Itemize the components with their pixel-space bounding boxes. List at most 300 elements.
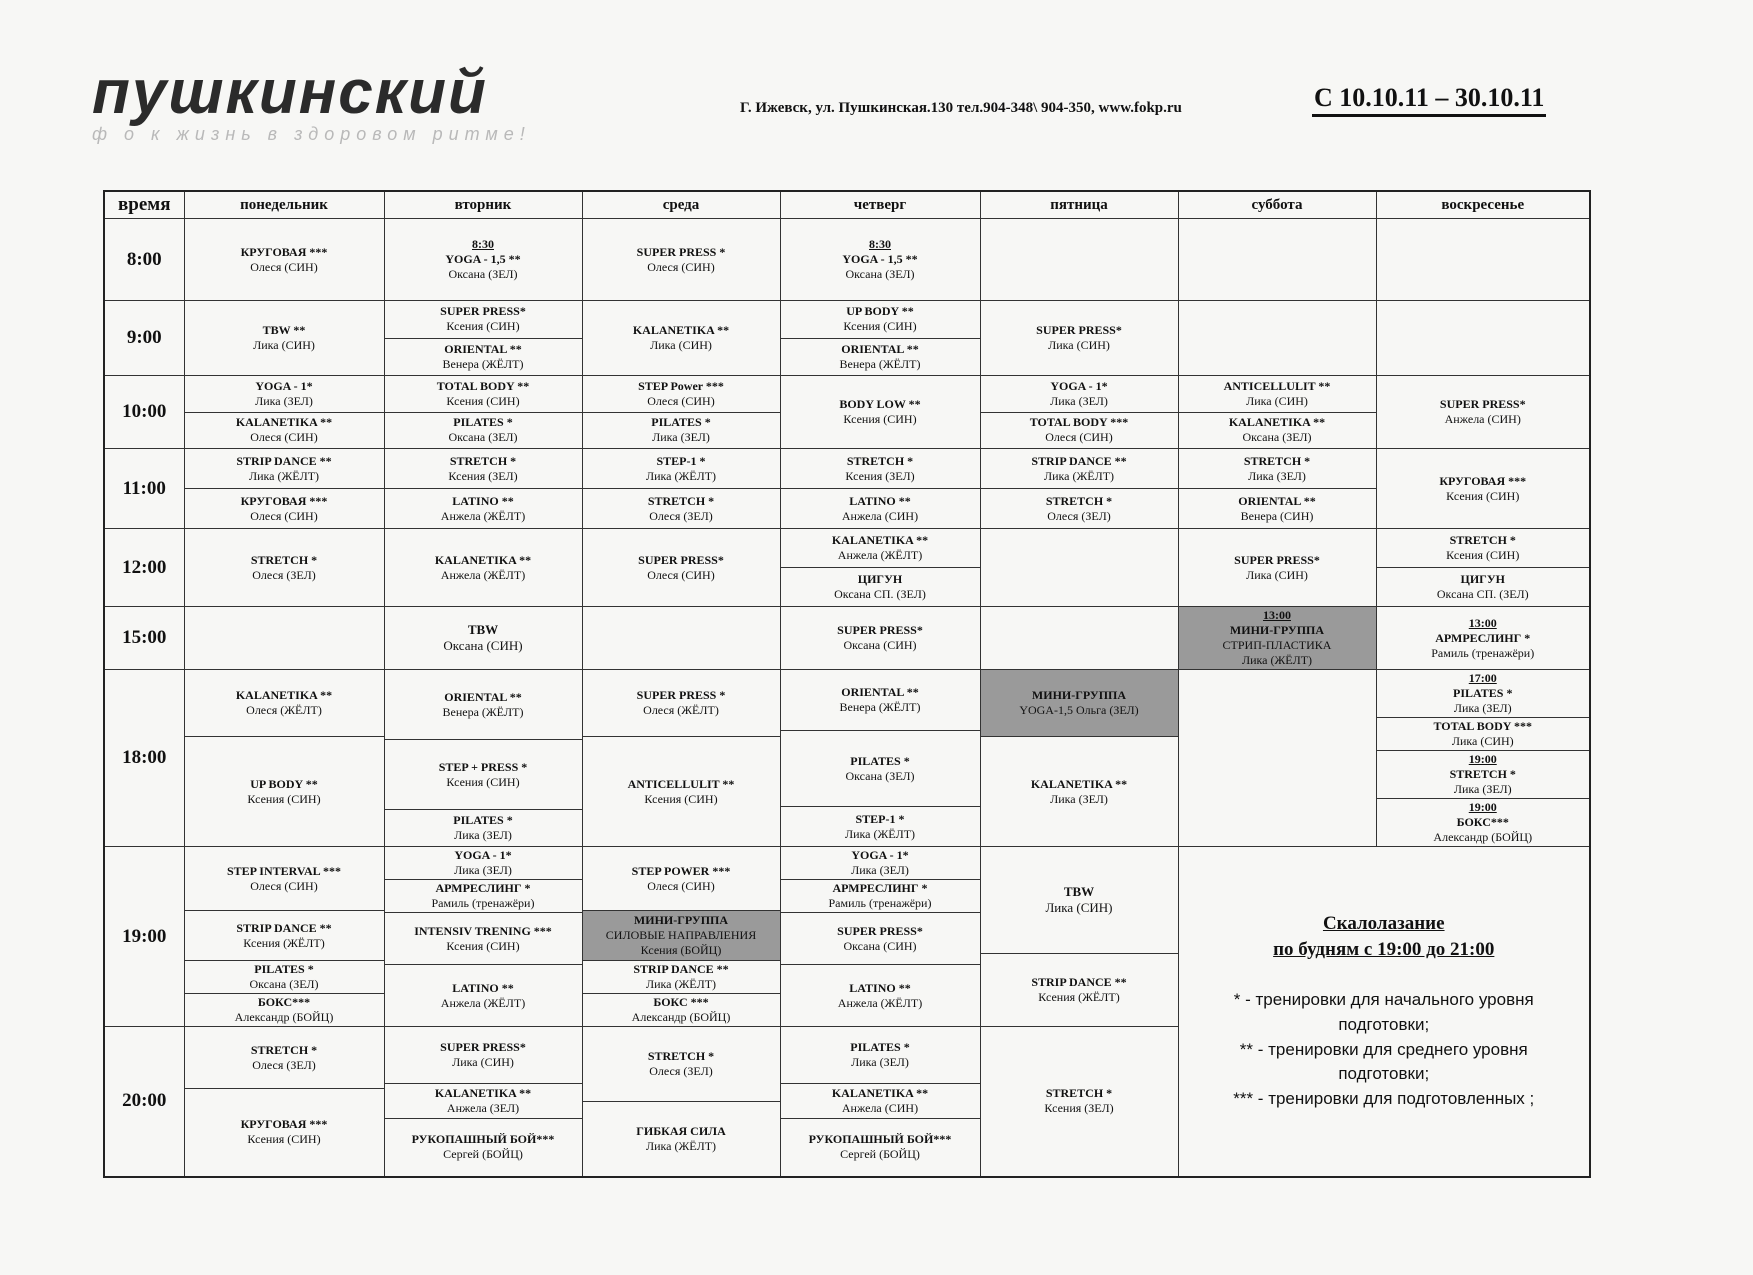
class-entry xyxy=(981,736,1178,846)
schedule-period: С 10.10.11 – 30.10.11 xyxy=(1312,84,1546,117)
time-label: 10:00 xyxy=(104,376,184,449)
class-time: 8:30 xyxy=(869,237,891,251)
class-instructor: Оксана (ЗЕЛ) xyxy=(448,430,518,445)
class-entry xyxy=(385,739,582,809)
class-name: РУКОПАШНЫЙ БОЙ*** xyxy=(808,1132,952,1147)
class-instructor: Лика (ЗЕЛ) xyxy=(652,430,710,445)
class-name: INTENSIV TRENING *** xyxy=(414,923,552,938)
class-entry xyxy=(385,412,582,449)
class-entry xyxy=(185,1027,384,1088)
slot-mon-10 xyxy=(184,376,384,449)
class-time: 19:00 xyxy=(1468,800,1497,814)
class-instructor: Ксения (БОЙЦ) xyxy=(640,943,722,958)
class-instructor: Ксения (СИН) xyxy=(1446,488,1520,503)
class-entry xyxy=(385,964,582,1026)
row-15 xyxy=(104,607,1590,670)
class-instructor: Лика (ЗЕЛ) xyxy=(1248,468,1306,483)
class-entry xyxy=(385,488,582,528)
class-entry xyxy=(185,449,384,488)
class-instructor: Ксения (СИН) xyxy=(247,791,321,806)
time-label: 8:00 xyxy=(104,219,184,301)
class-instructor: Оксана (СИН) xyxy=(443,638,523,653)
class-instructor: Олеся (ЖЁЛТ) xyxy=(246,703,322,718)
class-name: SUPER PRESS* xyxy=(1234,552,1320,567)
slot-sat-18 xyxy=(1178,670,1376,847)
class-name: STRETCH * xyxy=(1045,1086,1113,1101)
info-panel xyxy=(1178,847,1590,1177)
class-entry xyxy=(385,449,582,488)
slot-tue-12 xyxy=(384,529,582,607)
class-name: КРУГОВАЯ *** xyxy=(240,244,328,259)
class-entry xyxy=(781,879,980,912)
class-entry xyxy=(781,806,980,846)
class-name: КРУГОВАЯ *** xyxy=(240,493,328,508)
class-name: PILATES * xyxy=(1453,686,1513,700)
class-subtitle: YOGA-1,5 Ольга (ЗЕЛ) xyxy=(1019,703,1139,718)
class-entry xyxy=(583,670,780,736)
slot-mon-9 xyxy=(184,301,384,376)
class-entry xyxy=(1377,449,1590,528)
class-instructor: Рамиль (тренажёри) xyxy=(1431,645,1535,660)
slot-fri-9 xyxy=(980,301,1178,376)
class-name: SUPER PRESS* xyxy=(440,304,526,319)
slot-tue-20 xyxy=(384,1027,582,1177)
class-name: STEP POWER *** xyxy=(631,863,731,878)
class-entry xyxy=(385,607,582,669)
slot-sun-15 xyxy=(1376,607,1590,670)
class-name: STRIP DANCE ** xyxy=(1031,453,1127,468)
class-name: STRETCH * xyxy=(1045,493,1113,508)
class-instructor: Анжела (СИН) xyxy=(841,508,919,523)
class-entry xyxy=(583,1027,780,1101)
class-instructor: Ксения (ЗЕЛ) xyxy=(448,468,518,483)
class-instructor: Оксана (ЗЕЛ) xyxy=(845,768,915,783)
class-instructor: Лика (ЗЕЛ) xyxy=(1453,701,1512,715)
class-entry xyxy=(1377,798,1590,846)
class-name: ANTICELLULIT ** xyxy=(627,776,735,791)
class-time: 19:00 xyxy=(1468,752,1497,766)
class-entry xyxy=(185,960,384,993)
slot-mon-15 xyxy=(184,607,384,670)
class-instructor: Оксана СП. (ЗЕЛ) xyxy=(834,587,926,601)
class-name: STRETCH * xyxy=(250,552,318,567)
class-name: МИНИ-ГРУППА xyxy=(633,913,729,928)
class-name: PILATES * xyxy=(254,962,314,976)
class-entry xyxy=(185,910,384,960)
class-instructor: Олеся (СИН) xyxy=(647,878,715,893)
class-entry xyxy=(1377,567,1590,606)
slot-tue-11 xyxy=(384,449,582,529)
class-instructor: Олеся (СИН) xyxy=(647,259,715,274)
slot-sat-8 xyxy=(1178,219,1376,301)
class-entry xyxy=(981,412,1178,449)
class-instructor: Лика (ЖЁЛТ) xyxy=(844,826,916,841)
class-name: ORIENTAL ** xyxy=(444,341,522,356)
class-instructor: Ксения (ЖЁЛТ) xyxy=(243,935,325,950)
class-entry xyxy=(1377,529,1590,567)
class-instructor: Лика (СИН) xyxy=(1045,900,1113,916)
class-instructor: Рамиль (тренажёри) xyxy=(431,896,535,910)
slot-thu-11 xyxy=(780,449,980,529)
class-entry xyxy=(1179,529,1376,606)
slot-thu-20 xyxy=(780,1027,980,1177)
class-entry xyxy=(781,488,980,528)
class-entry xyxy=(981,301,1178,375)
schedule-table xyxy=(103,190,1591,1178)
class-instructor: Оксана СП. (ЗЕЛ) xyxy=(1436,587,1529,601)
class-instructor: Лика (ЗЕЛ) xyxy=(454,863,512,877)
class-instructor: Оксана (СИН) xyxy=(843,938,917,953)
class-entry xyxy=(981,488,1178,528)
class-entry xyxy=(1179,449,1376,488)
class-instructor: Анжела (СИН) xyxy=(841,1101,919,1116)
class-name: KALANETIKA ** xyxy=(1030,776,1128,791)
class-name: STEP INTERVAL *** xyxy=(226,863,342,878)
slot-tue-15 xyxy=(384,607,582,670)
class-entry xyxy=(781,1083,980,1118)
time-label: 11:00 xyxy=(104,449,184,529)
class-name: TOTAL BODY *** xyxy=(1433,719,1532,733)
class-instructor: Ксения (СИН) xyxy=(446,938,520,953)
class-entry xyxy=(1377,670,1590,717)
class-instructor: Анжела (ЖЁЛТ) xyxy=(440,508,526,523)
slot-tue-18 xyxy=(384,670,582,847)
class-entry xyxy=(583,219,780,300)
slot-sun-12 xyxy=(1376,529,1590,607)
class-instructor: Ксения (ЗЕЛ) xyxy=(1044,1101,1114,1116)
legend-level-3: *** - тренировки для подготовленных ; xyxy=(1233,1088,1535,1108)
days-header-row xyxy=(104,191,1590,219)
class-entry xyxy=(385,376,582,412)
legend-level-2: ** - тренировки для среднего уровня подготовки; xyxy=(1239,1039,1528,1084)
slot-sun-11 xyxy=(1376,449,1590,529)
class-entry xyxy=(385,912,582,964)
class-name: БОКС *** xyxy=(653,995,709,1009)
class-entry xyxy=(781,1027,980,1083)
col-header-thursday: четверг xyxy=(780,191,980,219)
class-name: YOGA - 1* xyxy=(454,848,512,862)
class-name: STEP-1 * xyxy=(656,453,706,468)
row-8 xyxy=(104,219,1590,301)
class-name: АРМРЕСЛИНГ * xyxy=(832,881,928,895)
class-name: YOGA - 1* xyxy=(851,848,909,862)
slot-thu-12 xyxy=(780,529,980,607)
class-entry xyxy=(781,301,980,338)
col-header-monday: понедельник xyxy=(184,191,384,219)
class-instructor: Лика (ЗЕЛ) xyxy=(255,393,313,408)
class-name: LATINO ** xyxy=(452,493,514,508)
class-name: PILATES * xyxy=(850,753,910,768)
class-name: STEP Power *** xyxy=(638,378,724,393)
class-instructor: Лика (СИН) xyxy=(1048,338,1110,352)
slot-wed-8 xyxy=(582,219,780,301)
class-instructor: Ксения (ЗЕЛ) xyxy=(845,468,915,483)
class-instructor: Венера (ЖЁЛТ) xyxy=(442,356,524,371)
col-header-tuesday: вторник xyxy=(384,191,582,219)
class-name: АРМРЕСЛИНГ * xyxy=(1435,630,1531,645)
class-instructor: Оксана (ЗЕЛ) xyxy=(1242,430,1312,445)
class-entry xyxy=(981,376,1178,412)
class-name: STRETCH * xyxy=(846,453,914,468)
class-entry xyxy=(781,529,980,567)
class-name: BODY LOW ** xyxy=(839,397,921,411)
class-entry xyxy=(185,488,384,528)
class-name: KALANETIKA ** xyxy=(235,415,333,430)
class-instructor: Лика (ЖЁЛТ) xyxy=(645,977,717,991)
class-entry xyxy=(583,529,780,606)
class-entry xyxy=(781,1118,980,1175)
row-10 xyxy=(104,376,1590,449)
class-entry xyxy=(1377,376,1590,448)
slot-fri-12 xyxy=(980,529,1178,607)
slot-tue-10 xyxy=(384,376,582,449)
slot-wed-12 xyxy=(582,529,780,607)
row-18 xyxy=(104,670,1590,847)
class-instructor: Олеся (СИН) xyxy=(250,259,318,274)
class-name: ЦИГУН xyxy=(1460,572,1505,586)
class-entry xyxy=(781,847,980,879)
class-name: КРУГОВАЯ *** xyxy=(240,1117,328,1132)
class-entry xyxy=(185,670,384,736)
class-entry xyxy=(981,847,1178,953)
class-instructor: Венера (СИН) xyxy=(1240,508,1314,523)
class-entry xyxy=(185,993,384,1026)
slot-fri-8 xyxy=(980,219,1178,301)
class-entry xyxy=(385,670,582,739)
club-slogan: ф о к жизнь в здоровом ритме! xyxy=(92,124,531,144)
class-instructor: Александр (БОЙЦ) xyxy=(631,1010,731,1024)
class-name: TOTAL BODY *** xyxy=(1029,415,1129,430)
time-label: 18:00 xyxy=(104,670,184,847)
class-name: KALANETIKA ** xyxy=(1228,415,1326,430)
class-instructor: Лика (ЖЁЛТ) xyxy=(1043,468,1115,483)
class-instructor: Олеся (ЗЕЛ) xyxy=(252,1057,316,1072)
class-entry xyxy=(185,529,384,606)
class-instructor: Оксана (СИН) xyxy=(843,638,917,652)
class-entry xyxy=(185,412,384,449)
class-entry xyxy=(781,219,980,300)
class-instructor: Олеся (ЖЁЛТ) xyxy=(643,703,719,718)
class-name: ЦИГУН xyxy=(857,572,903,586)
class-subtitle: СИЛОВЫЕ НАПРАВЛЕНИЯ xyxy=(605,928,757,943)
class-name: МИНИ-ГРУППА xyxy=(1031,688,1127,703)
class-instructor: Лика (СИН) xyxy=(1246,567,1308,582)
class-entry xyxy=(1179,412,1376,449)
class-instructor: Лика (ЗЕЛ) xyxy=(454,828,512,843)
row-12 xyxy=(104,529,1590,607)
slot-sun-9 xyxy=(1376,301,1590,376)
class-entry xyxy=(981,1027,1178,1176)
class-name: TBW xyxy=(1063,883,1095,899)
class-instructor: Лика (ЗЕЛ) xyxy=(1453,782,1512,796)
class-name: STRETCH * xyxy=(250,1042,318,1057)
class-instructor: Анжела (ЖЁЛТ) xyxy=(837,995,923,1010)
class-entry xyxy=(981,449,1178,488)
climbing-hours: по будням с 19:00 до 21:00 xyxy=(1273,938,1495,960)
slot-fri-11 xyxy=(980,449,1178,529)
class-entry xyxy=(185,219,384,300)
class-entry xyxy=(781,730,980,806)
slot-mon-18 xyxy=(184,670,384,847)
class-entry xyxy=(583,376,780,412)
class-entry xyxy=(781,964,980,1026)
class-subtitle: СТРИП-ПЛАСТИКА xyxy=(1222,638,1332,652)
class-instructor: Лика (ЗЕЛ) xyxy=(851,863,909,877)
class-name: PILATES * xyxy=(651,415,711,430)
class-time: 13:00 xyxy=(1468,615,1497,630)
class-name: ORIENTAL ** xyxy=(841,685,919,700)
slot-wed-20 xyxy=(582,1027,780,1177)
col-header-sunday: воскресенье xyxy=(1376,191,1590,219)
slot-wed-18 xyxy=(582,670,780,847)
col-header-saturday: суббота xyxy=(1178,191,1376,219)
slot-thu-19 xyxy=(780,847,980,1027)
class-name: TBW ** xyxy=(262,323,306,337)
slot-thu-9 xyxy=(780,301,980,376)
class-instructor: Анжела (ЖЁЛТ) xyxy=(440,995,526,1010)
class-entry xyxy=(385,809,582,846)
climbing-title: Скалолазание xyxy=(1322,913,1445,934)
class-instructor: Ксения (СИН) xyxy=(1446,548,1520,562)
class-instructor: Лика (ЗЕЛ) xyxy=(1050,393,1108,408)
class-name: TBW xyxy=(467,621,499,637)
class-name: SUPER PRESS* xyxy=(1439,397,1526,411)
class-name: ORIENTAL ** xyxy=(444,689,522,704)
slot-sun-18 xyxy=(1376,670,1590,847)
class-entry xyxy=(185,1088,384,1175)
class-entry xyxy=(781,449,980,488)
time-label: 19:00 xyxy=(104,847,184,1027)
class-entry xyxy=(385,529,582,606)
class-name: LATINO ** xyxy=(849,493,911,508)
class-name: YOGA - 1* xyxy=(1050,378,1108,393)
class-time: 17:00 xyxy=(1468,671,1497,685)
slot-wed-19 xyxy=(582,847,780,1027)
class-instructor: Венера (ЖЁЛТ) xyxy=(442,704,524,719)
class-instructor: Венера (ЖЁЛТ) xyxy=(839,356,921,371)
class-entry xyxy=(781,376,980,448)
class-name: PILATES * xyxy=(453,813,513,828)
slot-wed-15 xyxy=(582,607,780,670)
class-instructor: Лика (СИН) xyxy=(452,1055,514,1070)
class-name: PILATES * xyxy=(453,415,513,430)
col-header-time: время xyxy=(104,191,184,219)
class-entry xyxy=(583,910,780,960)
class-name: SUPER PRESS* xyxy=(638,552,724,567)
class-name: ГИБКАЯ СИЛА xyxy=(636,1123,726,1138)
class-name: TOTAL BODY ** xyxy=(436,378,530,393)
class-entry xyxy=(583,847,780,910)
class-instructor: Оксана (ЗЕЛ) xyxy=(448,267,518,281)
class-entry xyxy=(583,993,780,1026)
class-entry xyxy=(781,567,980,606)
class-instructor: Олеся (ЗЕЛ) xyxy=(252,567,316,582)
class-entry xyxy=(385,301,582,338)
class-name: SUPER PRESS* xyxy=(837,923,923,938)
class-instructor: Олеся (СИН) xyxy=(250,878,318,893)
class-entry xyxy=(185,736,384,846)
class-name: UP BODY ** xyxy=(846,304,914,319)
time-label: 20:00 xyxy=(104,1027,184,1177)
class-entry xyxy=(583,960,780,993)
class-name: STRETCH * xyxy=(1243,453,1311,468)
class-name: KALANETIKA ** xyxy=(632,323,730,337)
class-name: STRIP DANCE ** xyxy=(236,453,332,468)
class-entry xyxy=(385,879,582,912)
class-instructor: Оксана (ЗЕЛ) xyxy=(249,977,319,991)
class-entry xyxy=(1179,376,1376,412)
class-entry xyxy=(185,301,384,375)
class-name: YOGA - 1,5 ** xyxy=(445,252,521,266)
class-instructor: Лика (ЗЕЛ) xyxy=(1050,791,1108,806)
class-entry xyxy=(385,1083,582,1118)
class-name: STRETCH * xyxy=(647,1048,715,1063)
class-entry xyxy=(1179,488,1376,528)
slot-wed-11 xyxy=(582,449,780,529)
class-instructor: Рамиль (тренажёри) xyxy=(828,896,932,910)
class-name: STRETCH * xyxy=(1449,767,1516,781)
class-instructor: Лика (СИН) xyxy=(253,338,315,352)
slot-sun-10 xyxy=(1376,376,1590,449)
class-entry xyxy=(185,847,384,910)
slot-tue-19 xyxy=(384,847,582,1027)
class-name: STRETCH * xyxy=(647,493,715,508)
class-name: ORIENTAL ** xyxy=(1238,493,1316,508)
row-11 xyxy=(104,449,1590,529)
class-name: YOGA - 1,5 ** xyxy=(842,252,918,266)
class-name: STRIP DANCE ** xyxy=(1031,975,1127,990)
class-name: ANTICELLULIT ** xyxy=(1223,378,1331,393)
class-entry xyxy=(583,449,780,488)
class-entry xyxy=(385,338,582,376)
class-name: KALANETIKA ** xyxy=(831,533,929,547)
class-name: РУКОПАШНЫЙ БОЙ*** xyxy=(411,1132,555,1147)
slot-fri-18 xyxy=(980,670,1178,847)
class-instructor: Ксения (СИН) xyxy=(644,791,718,806)
class-name: STRIP DANCE ** xyxy=(633,962,729,976)
class-instructor: Лика (СИН) xyxy=(1451,734,1514,748)
class-instructor: Лика (ЖЁЛТ) xyxy=(645,1138,717,1153)
class-instructor: Лика (ЖЁЛТ) xyxy=(248,468,320,483)
class-instructor: Лика (ЖЁЛТ) xyxy=(645,468,717,483)
class-name: АРМРЕСЛИНГ * xyxy=(435,881,531,895)
class-instructor: Ксения (СИН) xyxy=(843,412,917,426)
class-entry xyxy=(781,670,980,730)
legend-level-1: * - тренировки для начального уровня подготовки; xyxy=(1233,990,1534,1034)
class-instructor: Олеся (ЗЕЛ) xyxy=(649,508,713,523)
class-instructor: Олеся (ЗЕЛ) xyxy=(649,1063,713,1078)
class-instructor: Ксения (СИН) xyxy=(446,774,520,789)
class-name: KALANETIKA ** xyxy=(434,552,532,567)
col-header-wednesday: среда xyxy=(582,191,780,219)
class-name: STRETCH * xyxy=(449,453,517,468)
class-instructor: Анжела (СИН) xyxy=(1444,412,1521,426)
row-19 xyxy=(104,847,1590,1027)
class-entry xyxy=(583,736,780,846)
slot-mon-11 xyxy=(184,449,384,529)
class-name: SUPER PRESS* xyxy=(837,623,923,637)
time-label: 15:00 xyxy=(104,607,184,670)
class-name: LATINO ** xyxy=(452,980,514,995)
class-instructor: Анжела (ЖЁЛТ) xyxy=(837,548,923,562)
class-name: МИНИ-ГРУППА xyxy=(1229,623,1325,637)
class-entry xyxy=(385,1118,582,1175)
class-instructor: Лика (ЗЕЛ) xyxy=(851,1055,909,1070)
class-entry xyxy=(385,219,582,300)
class-instructor: Ксения (СИН) xyxy=(247,1132,321,1147)
class-instructor: Александр (БОЙЦ) xyxy=(234,1010,334,1024)
col-header-friday: пятница xyxy=(980,191,1178,219)
